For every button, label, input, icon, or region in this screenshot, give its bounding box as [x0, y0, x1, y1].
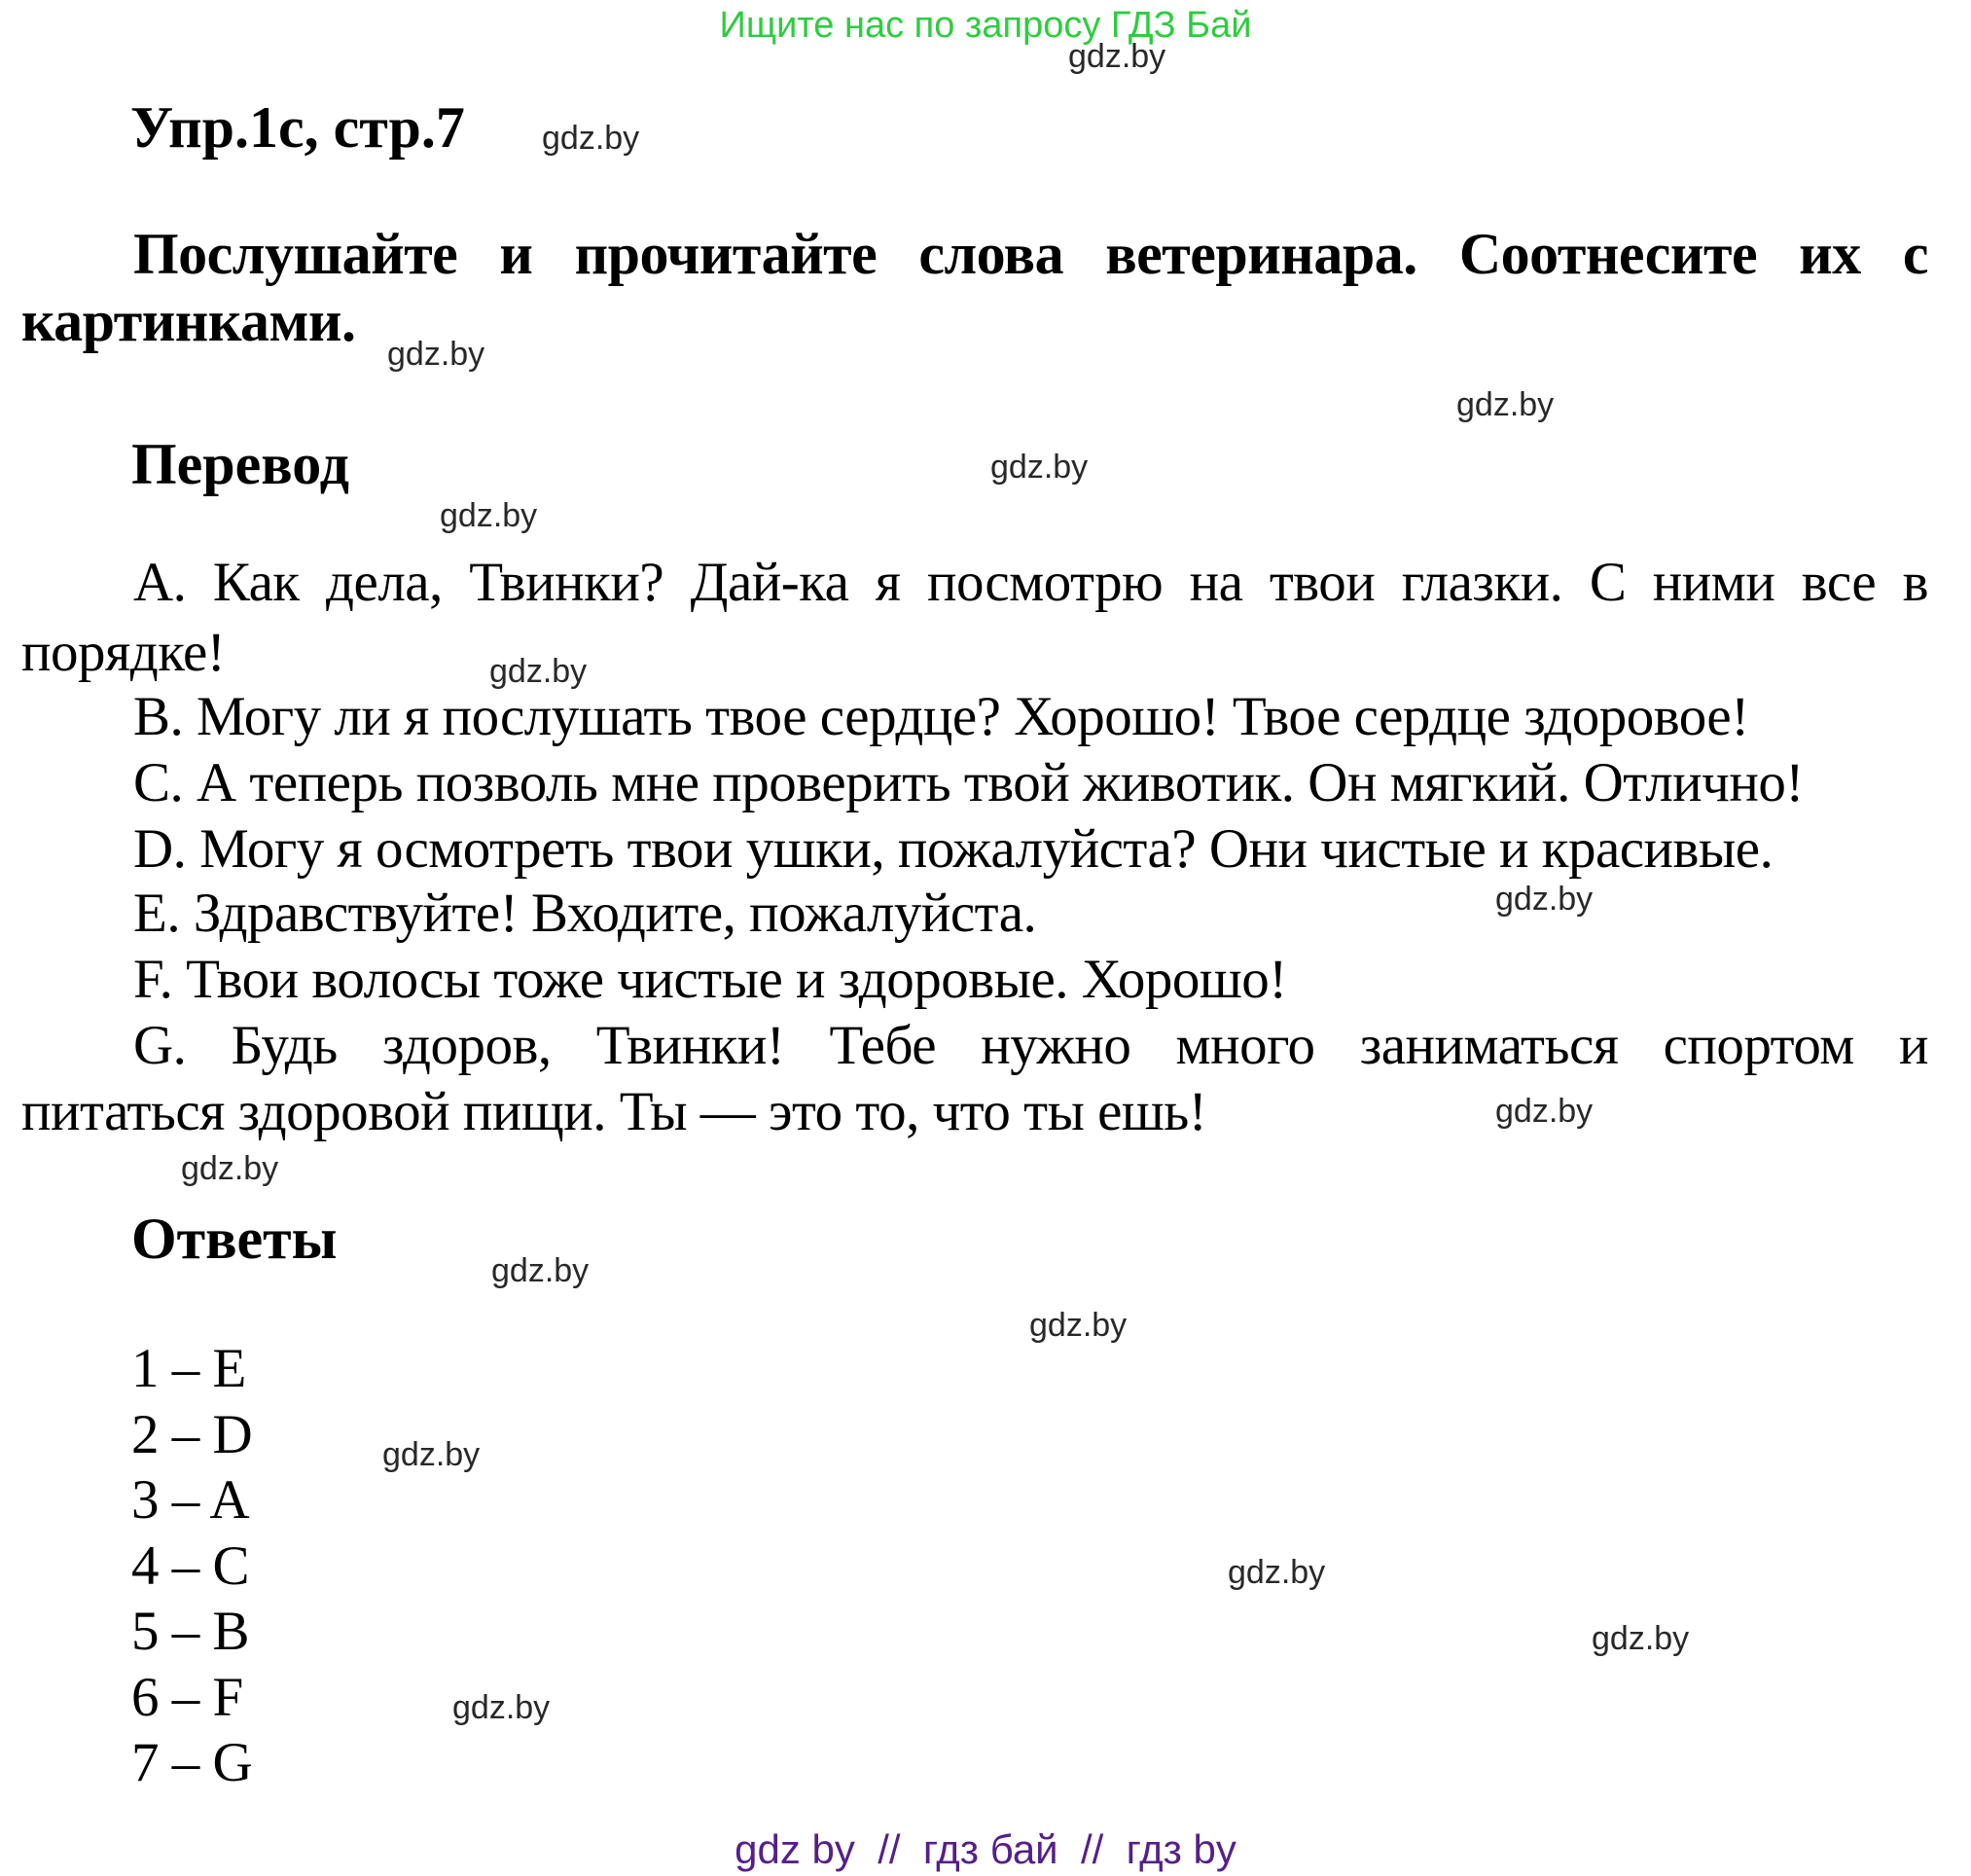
answer-row-4: 4 – C: [131, 1535, 250, 1597]
gdz-watermark: gdz.by: [382, 1436, 481, 1473]
translation-item-g-line-1: G. Будь здоров, Твинки! Тебе нужно много заниматься спортом и: [133, 1015, 1928, 1076]
gdz-watermark: gdz.by: [452, 1689, 551, 1726]
task-text-line-2: картинками.: [21, 289, 356, 353]
translation-item-f: F. Твои волосы тоже чистые и здоровые. Хорошо!: [133, 949, 1287, 1010]
translation-item-a-line-1: A. Как дела, Твинки? Дай-ка я посмотрю на твои глазки. С ними все в: [133, 552, 1928, 613]
gdz-watermark: gdz.by: [489, 653, 588, 690]
answer-row-7: 7 – G: [131, 1732, 253, 1793]
answer-row-6: 6 – F: [131, 1667, 243, 1728]
answer-row-2: 2 – D: [131, 1404, 253, 1465]
exercise-title: Упр.1c, стр.7: [130, 95, 465, 160]
answer-row-1: 1 – E: [131, 1338, 246, 1399]
answers-heading: Ответы: [131, 1207, 338, 1271]
translation-item-a-line-2: порядке!: [21, 622, 226, 683]
gdz-watermark: gdz.by: [1068, 38, 1166, 75]
translation-item-b: B. Могу ли я послушать твое сердце? Хорошо! Твое сердце здоровое!: [133, 686, 1749, 747]
gdz-watermark: gdz.by: [542, 120, 640, 157]
gdz-watermark: gdz.by: [491, 1252, 590, 1289]
promo-banner: Ищите нас по запросу ГДЗ Бай: [719, 5, 1252, 46]
translation-item-c: C. А теперь позволь мне проверить твой животик. Он мягкий. Отлично!: [133, 752, 1804, 813]
translation-item-d: D. Могу я осмотреть твои ушки, пожалуйста? Они чистые и красивые.: [133, 818, 1774, 880]
translation-item-g-line-2: питаться здоровой пищи. Ты — это то, что ты ешь!: [21, 1081, 1207, 1142]
gdz-watermark: gdz.by: [1495, 881, 1594, 918]
gdz-watermark: gdz.by: [1029, 1307, 1128, 1344]
answer-row-5: 5 – B: [131, 1601, 250, 1662]
translation-item-e: E. Здравствуйте! Входите, пожалуйста.: [133, 883, 1037, 944]
footer-brand: gdz by // гдз бай // гдз by: [735, 1826, 1236, 1872]
translation-heading: Перевод: [131, 432, 349, 496]
gdz-watermark: gdz.by: [181, 1150, 279, 1187]
gdz-watermark: gdz.by: [1592, 1620, 1690, 1657]
answer-row-3: 3 – A: [131, 1469, 250, 1531]
gdz-watermark: gdz.by: [440, 497, 538, 534]
gdz-watermark: gdz.by: [1495, 1093, 1594, 1130]
task-text-line-1: Послушайте и прочитайте слова ветеринара. Соотнесите их с: [133, 222, 1928, 286]
gdz-watermark: gdz.by: [990, 449, 1089, 486]
gdz-watermark: gdz.by: [387, 336, 485, 373]
gdz-watermark: gdz.by: [1228, 1554, 1326, 1591]
gdz-watermark: gdz.by: [1456, 386, 1555, 423]
